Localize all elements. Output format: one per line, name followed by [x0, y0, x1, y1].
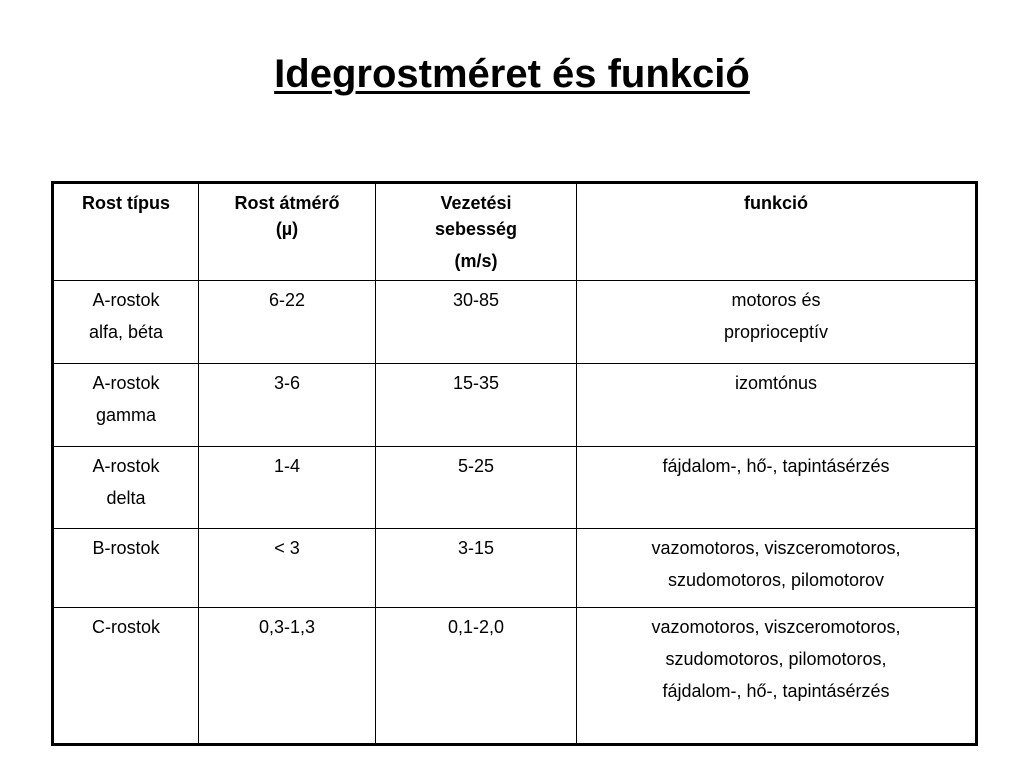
header-speed-unit: (m/s): [454, 251, 498, 271]
table-row: [53, 529, 977, 608]
header-speed: [376, 183, 577, 281]
cell-diameter: 3-6: [199, 364, 376, 447]
cell-function: vazomotoros, viszceromotoros, szudomotoros, pilomotoros, fájdalom-, hő-, tapintásérzés: [577, 608, 977, 745]
cell-diameter: 0,3-1,3: [199, 608, 376, 745]
table-row: [53, 608, 977, 745]
cell-diameter: 1-4: [199, 447, 376, 529]
cell-diameter: < 3: [199, 529, 376, 608]
slide-title: Idegrostméret és funkció: [274, 52, 750, 96]
table-row: [53, 364, 977, 447]
cell-type: A-rostok delta: [53, 447, 199, 529]
cell-diameter: 6-22: [199, 281, 376, 364]
header-diameter-text: Rost átmérő (µ): [234, 193, 340, 239]
header-fiber-type-text: Rost típus: [82, 193, 170, 213]
cell-speed: 3-15: [376, 529, 577, 608]
cell-type: C-rostok: [53, 608, 199, 745]
cell-speed: 0,1-2,0: [376, 608, 577, 745]
cell-type: B-rostok: [53, 529, 199, 608]
table-row: [53, 281, 977, 364]
cell-speed: 15-35: [376, 364, 577, 447]
cell-function: vazomotoros, viszceromotoros, szudomotoros, pilomotorov: [577, 529, 977, 608]
cell-type: A-rostok gamma: [53, 364, 199, 447]
header-speed-text: Vezetési sebesség: [434, 193, 518, 239]
cell-function: izomtónus: [577, 364, 977, 447]
cell-function: motoros és proprioceptív: [577, 281, 977, 364]
cell-speed: 30-85: [376, 281, 577, 364]
header-function: [577, 183, 977, 281]
header-fiber-type: [53, 183, 199, 281]
cell-speed: 5-25: [376, 447, 577, 529]
fiber-table: [51, 181, 978, 746]
cell-type: A-rostok alfa, béta: [53, 281, 199, 364]
cell-function: fájdalom-, hő-, tapintásérzés: [577, 447, 977, 529]
header-function-text: funkció: [743, 193, 808, 213]
table-header-row: [53, 183, 977, 281]
table-row: [53, 447, 977, 529]
header-diameter: [199, 183, 376, 281]
